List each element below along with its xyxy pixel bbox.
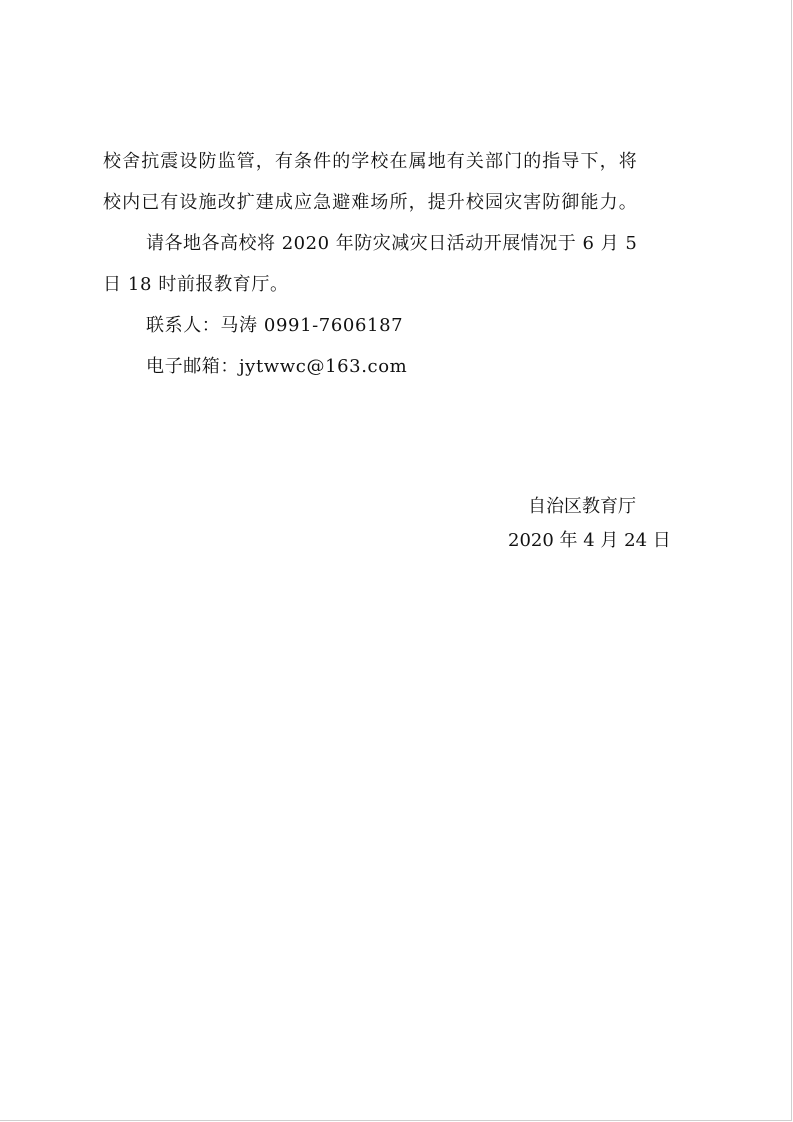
signature-organization: 自治区教育厅 (528, 496, 636, 517)
body-paragraph-line: 校舍抗震设防监管，有条件的学校在属地有关部门的指导下，将 (103, 151, 638, 172)
signature-date: 2020 年 4 月 24 日 (508, 530, 671, 551)
body-paragraph-line: 日 18 时前报教育厅。 (103, 274, 289, 295)
body-paragraph-line: 请各地各高校将 2020 年防灾减灾日活动开展情况于 6 月 5 (146, 233, 638, 254)
contact-line: 联系人：马涛 0991-7606187 (146, 315, 404, 336)
email-line: 电子邮箱：jytwwc@163.com (146, 356, 408, 377)
body-paragraph-line: 校内已有设施改扩建成应急避难场所，提升校园灾害防御能力。 (103, 192, 638, 213)
